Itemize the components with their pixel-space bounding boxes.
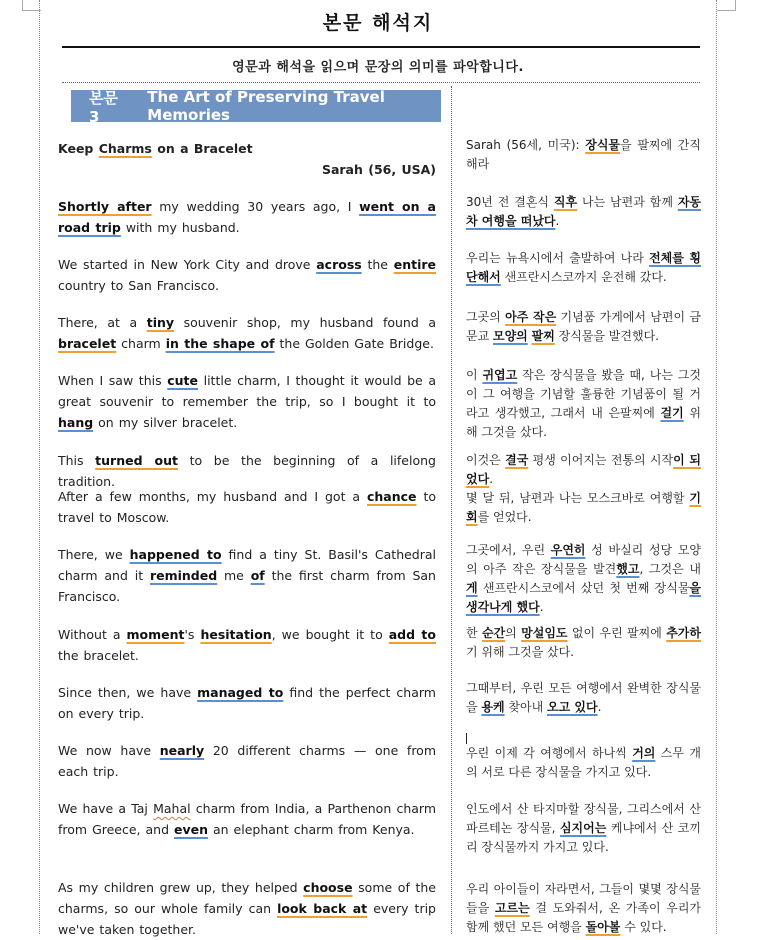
- paragraph-kr-10: 우린 이제 각 여행에서 하나씩 거의 스무 개의 서로 다른 장식물을 가지고 있다.: [466, 746, 702, 779]
- text-cursor: [466, 733, 467, 744]
- page-margin-left: [39, 0, 40, 934]
- paragraph-en-12: As my children grew up, they helped choose some of the charms, so our whole family can look back at every trip we've taken together.: [58, 880, 436, 937]
- key-term: Charms: [98, 141, 152, 156]
- paragraph-en-10: We now have nearly 20 different charms — one from each trip.: [58, 743, 437, 779]
- paragraph-kr-9: 그때부터, 우린 모든 여행에서 완벽한 장식물을 용케 찾아내 오고 있다.: [466, 681, 701, 714]
- page-subtitle: 영문과 해석을 읽으며 문장의 의미를 파악합니다.: [232, 60, 524, 75]
- paragraph-kr-12: 우리 아이들이 자라면서, 그들이 몇몇 장식물들을 고르는 걸 도와줘서, 온 가족이 우리가 함께 했던 모든 여행을 돌아볼 수 있다.: [466, 882, 701, 934]
- paragraph-kr-7: 그곳에서, 우린 우연히 성 바실리 성당 모양의 아주 작은 장식물을 발견했고, 그것은 내게 샌프란시스코에서 샀던 첫 번째 장식물을 생각나게 했다.: [466, 543, 702, 614]
- page-margin-right: [716, 0, 717, 934]
- subtitle-rule: [62, 82, 700, 83]
- paragraph-kr-5: 이것은 결국 평생 이어지는 전통의 시작이 되었다.: [466, 453, 701, 486]
- lesson-title-banner: [71, 88, 441, 126]
- paragraph-en-1: Shortly after my wedding 30 years ago, I went on a road trip with my husband.: [58, 199, 436, 235]
- page-title: 본문 해석지: [322, 12, 434, 34]
- paragraph-en-3: There, at a tiny souvenir shop, my husband found a bracelet charm in the shape of the Golden Gate Bridge.: [58, 315, 437, 351]
- paragraph-en-2: We started in New York City and drove across the entire country to San Francisco.: [58, 257, 436, 293]
- paragraph-en-4: When I saw this cute little charm, I thought it would be a great souvenir to remember the trip, so I bought it to hang on my silver bracelet.: [58, 373, 437, 430]
- paragraph-kr-3: 그곳의 아주 작은 기념품 가게에서 남편이 금문교 모양의 팔찌 장식물을 발견했다.: [466, 310, 701, 343]
- paragraph-en-7: There, we happened to find a tiny St. Basil's Cathedral charm and it reminded me of the first charm from San Francisco.: [58, 547, 437, 604]
- lesson-title: The Art of Preserving Travel Memories: [147, 88, 385, 124]
- crop-mark-left: [22, 0, 41, 11]
- paragraph-kr-2: 우리는 뉴욕시에서 출발하여 나라 전체를 횡단해서 샌프란시스코까지 운전해 갔다.: [466, 251, 701, 284]
- heading-kr: Sarah (56세, 미국): 장식물을 팔찌에 간직해라: [466, 138, 701, 171]
- paragraph-kr-1: 30년 전 결혼식 직후 나는 남편과 함께 자동차 여행을 떠났다.: [466, 195, 701, 228]
- column-divider: [451, 86, 452, 934]
- passage-heading: Keep Charms on a Bracelet: [58, 141, 253, 156]
- paragraph-en-6: After a few months, my husband and I got a chance to travel to Moscow.: [58, 489, 437, 525]
- paragraph-kr-4: 이 귀엽고 작은 장식물을 봤을 때, 나는 그것이 그 여행을 기념할 훌륭한 기념품이 될 거라고 생각했고, 그래서 내 은팔찌에 걸기 위해 그것을 샀다.: [466, 368, 701, 439]
- paragraph-en-9: Since then, we have managed to find the perfect charm on every trip.: [58, 685, 436, 721]
- lesson-number: 본문 3: [89, 88, 118, 126]
- paragraph-en-11: We have a Taj Mahal charm from India, a Parthenon charm from Greece, and even an elephant charm from Kenya.: [58, 801, 436, 837]
- paragraph-kr-6: 몇 달 뒤, 남편과 나는 모스크바로 여행할 기회를 얻었다.: [466, 491, 701, 524]
- title-rule: [62, 46, 700, 48]
- passage-author: Sarah (56, USA): [321, 162, 436, 177]
- paragraph-kr-11: 인도에서 산 타지마할 장식물, 그리스에서 산 파르테논 장식물, 심지어는 케냐에서 산 코끼리 장식물까지 가지고 있다.: [466, 802, 701, 854]
- paragraph-en-5: This turned out to be the beginning of a lifelong tradition.: [58, 453, 436, 489]
- paragraph-kr-8: 한 순간의 망설임도 없이 우린 팔찌에 추가하기 위해 그것을 샀다.: [466, 626, 701, 659]
- paragraph-en-8: Without a moment's hesitation, we bought it to add to the bracelet.: [58, 627, 436, 663]
- crop-mark-right: [717, 0, 736, 11]
